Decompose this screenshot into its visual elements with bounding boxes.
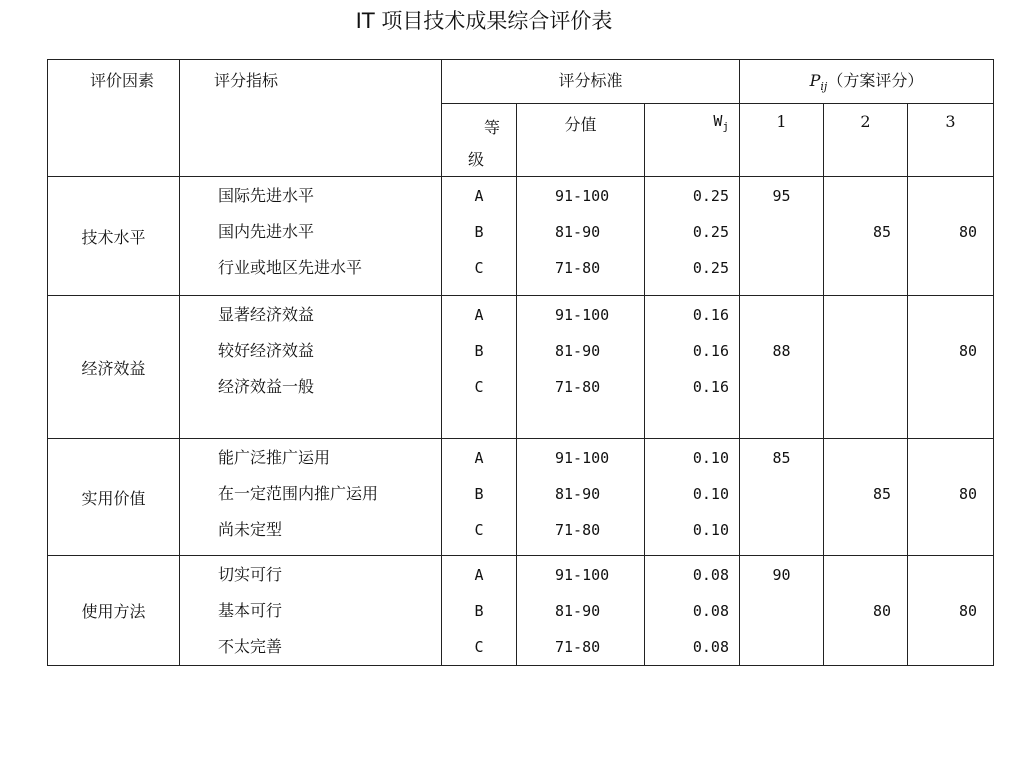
grade-cell bbox=[442, 296, 517, 439]
indicator-cell bbox=[180, 296, 442, 439]
plan-1-score: 90 bbox=[772, 566, 791, 584]
indicator-item: 国内先进水平 bbox=[218, 222, 315, 241]
evaluation-table bbox=[47, 59, 994, 666]
plan-3-score: 80 bbox=[958, 485, 978, 503]
header-score: 分值 bbox=[517, 104, 645, 177]
score-item: 91-100 bbox=[555, 187, 610, 205]
header-standard: 评分标准 bbox=[442, 60, 740, 104]
grade-item: A bbox=[474, 449, 484, 467]
grade-item: A bbox=[474, 306, 484, 324]
grade-item: B bbox=[474, 602, 484, 620]
weight-symbol: W bbox=[713, 112, 723, 130]
weight-item: 0.16 bbox=[692, 378, 729, 396]
score-cell bbox=[517, 439, 645, 556]
grade-cell bbox=[442, 177, 517, 296]
pij-subscript: ij bbox=[820, 80, 828, 94]
grade-item: B bbox=[474, 223, 484, 241]
weight-cell bbox=[645, 439, 740, 556]
indicator-item: 不太完善 bbox=[218, 637, 283, 656]
plan-1-score: 85 bbox=[772, 449, 791, 467]
grade-item: C bbox=[474, 521, 484, 539]
pij-symbol: P bbox=[809, 71, 821, 90]
page-title: IT 项目技术成果综合评价表 bbox=[355, 9, 613, 33]
grade-item: B bbox=[474, 485, 484, 503]
indicator-cell bbox=[180, 439, 442, 556]
score-item: 81-90 bbox=[555, 223, 601, 241]
weight-item: 0.16 bbox=[692, 306, 729, 324]
table-row bbox=[48, 439, 994, 556]
indicator-item: 经济效益一般 bbox=[218, 377, 315, 396]
grade-item: A bbox=[474, 187, 484, 205]
indicator-item: 显著经济效益 bbox=[218, 305, 315, 324]
weight-item: 0.10 bbox=[692, 449, 729, 467]
header-plan-score bbox=[740, 60, 994, 104]
plan-1-score: 88 bbox=[772, 342, 791, 360]
weight-item: 0.08 bbox=[692, 638, 729, 656]
score-item: 71-80 bbox=[555, 521, 601, 539]
grade-item: B bbox=[474, 342, 484, 360]
header-factor: 评价因素 bbox=[48, 60, 180, 177]
plan-2-score: 80 bbox=[872, 602, 891, 620]
plan-3-cell bbox=[908, 556, 994, 666]
weight-item: 0.16 bbox=[692, 342, 729, 360]
plan-2-cell bbox=[824, 556, 908, 666]
factor-cell: 经济效益 bbox=[48, 296, 180, 439]
plan-2-score: 85 bbox=[872, 485, 891, 503]
indicator-item: 能广泛推广运用 bbox=[218, 448, 331, 467]
score-item: 91-100 bbox=[555, 306, 610, 324]
plan-3-score: 80 bbox=[958, 223, 978, 241]
weight-item: 0.08 bbox=[692, 566, 729, 584]
plan-2-score bbox=[824, 333, 891, 369]
indicator-item: 国际先进水平 bbox=[218, 186, 315, 205]
factor-cell: 实用价值 bbox=[48, 439, 180, 556]
factor-cell: 使用方法 bbox=[48, 556, 180, 666]
score-cell bbox=[517, 556, 645, 666]
header-grade bbox=[442, 104, 517, 177]
weight-cell bbox=[645, 556, 740, 666]
weight-cell bbox=[645, 177, 740, 296]
plan-1-cell bbox=[740, 556, 824, 666]
header-plan-3: 3 bbox=[908, 104, 994, 177]
table-row bbox=[48, 296, 994, 439]
indicator-item: 尚未定型 bbox=[218, 520, 283, 539]
header-plan-1: 1 bbox=[740, 104, 824, 177]
plan-2-cell bbox=[824, 439, 908, 556]
table-row bbox=[48, 177, 994, 296]
score-item: 91-100 bbox=[555, 566, 610, 584]
indicator-item: 在一定范围内推广运用 bbox=[218, 484, 379, 503]
plan-2-score: 85 bbox=[872, 223, 891, 241]
grade-cell bbox=[442, 439, 517, 556]
header-weight bbox=[645, 104, 740, 177]
weight-item: 0.25 bbox=[692, 223, 729, 241]
indicator-cell bbox=[180, 177, 442, 296]
plan-1-cell bbox=[740, 177, 824, 296]
score-item: 91-100 bbox=[555, 449, 610, 467]
grade-item: A bbox=[474, 566, 484, 584]
factor-cell: 技术水平 bbox=[48, 177, 180, 296]
plan-1-score: 95 bbox=[772, 187, 791, 205]
weight-item: 0.10 bbox=[692, 485, 729, 503]
indicator-item: 较好经济效益 bbox=[218, 341, 315, 360]
weight-cell bbox=[645, 296, 740, 439]
weight-subscript: j bbox=[722, 120, 729, 133]
grade-cell bbox=[442, 556, 517, 666]
plan-2-cell bbox=[824, 177, 908, 296]
grade-item: C bbox=[474, 259, 484, 277]
plan-3-score: 80 bbox=[958, 602, 978, 620]
header-row-1 bbox=[48, 60, 994, 104]
weight-item: 0.10 bbox=[692, 521, 729, 539]
table-row bbox=[48, 556, 994, 666]
header-plan-2: 2 bbox=[824, 104, 908, 177]
plan-3-score: 80 bbox=[958, 342, 978, 360]
indicator-item: 行业或地区先进水平 bbox=[218, 258, 363, 277]
score-item: 71-80 bbox=[555, 259, 601, 277]
plan-2-cell bbox=[824, 296, 908, 439]
indicator-item: 基本可行 bbox=[218, 601, 283, 620]
weight-item: 0.25 bbox=[692, 259, 729, 277]
score-item: 81-90 bbox=[555, 602, 601, 620]
indicator-item: 切实可行 bbox=[218, 565, 283, 584]
score-item: 71-80 bbox=[555, 638, 601, 656]
score-item: 71-80 bbox=[555, 378, 601, 396]
grade-item: C bbox=[474, 638, 484, 656]
grade-item: C bbox=[474, 378, 484, 396]
indicator-cell bbox=[180, 556, 442, 666]
weight-item: 0.25 bbox=[692, 187, 729, 205]
plan-1-cell bbox=[740, 296, 824, 439]
score-item: 81-90 bbox=[555, 342, 601, 360]
score-cell bbox=[517, 296, 645, 439]
plan-1-cell bbox=[740, 439, 824, 556]
plan-3-cell bbox=[908, 177, 994, 296]
header-indicator: 评分指标 bbox=[180, 60, 442, 177]
score-item: 81-90 bbox=[555, 485, 601, 503]
pij-text: （方案评分） bbox=[827, 71, 924, 90]
plan-3-cell bbox=[908, 439, 994, 556]
weight-item: 0.08 bbox=[692, 602, 729, 620]
plan-3-cell bbox=[908, 296, 994, 439]
header-grade-line1: 等 bbox=[483, 118, 500, 137]
header-grade-line2: 级 bbox=[468, 150, 485, 169]
score-cell bbox=[517, 177, 645, 296]
